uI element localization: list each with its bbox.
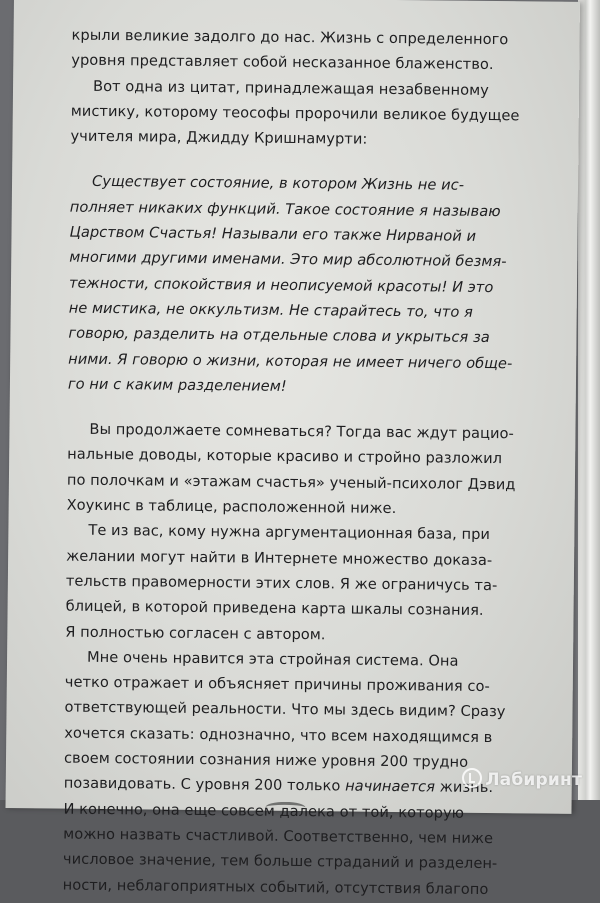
paragraph-line: хочется сказать: однозначно, что всем находящимся в	[64, 724, 493, 746]
quote-line: ними. Я говорю о жизни, которая не имеет ничего обще-	[68, 350, 513, 372]
book-page	[5, 0, 579, 898]
paragraph-line: тельств правомерности этих слов. Я же ограничусь та-	[65, 572, 498, 595]
paragraph-line: числовое значение, тем больше страданий и разделен-	[62, 850, 498, 873]
intro-line: учителя мира, Джидду Кришнамурти:	[70, 127, 368, 148]
quote-line: Существует состояние, в котором Жизнь не ис-	[91, 173, 465, 195]
paragraph-line: Те из вас, кому нужна аргументационная база, при	[88, 522, 491, 544]
quote-line: говорю, разделить на отдельные слова и укрыться за	[68, 324, 490, 347]
intro-paragraph	[70, 23, 533, 154]
paragraph-argument	[65, 518, 528, 649]
paragraph-line: желании могут найти в Интернете множество доказа-	[66, 547, 493, 569]
paragraph-line: своем состоянии сознания ниже уровня 200 трудно	[63, 749, 469, 771]
paragraph-line: Мне очень нравится эта стройная система. Она	[86, 648, 459, 670]
intro-line: крыли великие задолго до нас. Жизнь с определенного	[71, 26, 509, 49]
quote-line: полняет никаких функций. Такое состояние я называю	[69, 198, 501, 220]
paragraph-line: Я полностью согласен с автором.	[65, 623, 326, 643]
emphasized-word: начинается	[345, 777, 436, 796]
intro-line: Вот одна из цитат, принадлежащая незабвенному	[92, 77, 489, 99]
paragraph-line: ответствующей реальности. Что мы здесь видим? Сразу	[64, 698, 506, 721]
quote-line: не мистика, не оккультизм. Не старайтесь то, что я	[68, 299, 473, 321]
paragraph-line: по полочкам и «этажам счастья» ученый-психолог Дэвид	[66, 471, 516, 494]
watermark-text: Лабиринт	[485, 770, 582, 790]
paragraph-line: четко отражает и объясняет причины проживания со-	[64, 673, 490, 696]
intro-line: мистику, которому теософы пророчили великое будущее	[70, 102, 520, 125]
paragraph-line: нальные доводы, которые красиво и стройно разложил	[67, 446, 503, 468]
labirint-watermark	[462, 768, 582, 790]
quote-line: Царством Счастья! Называли его также Нирваной и	[69, 223, 477, 245]
page-number-fragment	[265, 802, 305, 813]
paragraph-line: ности, неблагоприятных событий, отсутствия благопо	[62, 876, 489, 898]
page-stack-edge	[578, 0, 600, 800]
paragraph-line: И конечно, она еще совсем далека от той, которую	[63, 800, 465, 822]
paragraph-line-end: жизнь.	[434, 778, 494, 797]
paragraph-doubt	[67, 417, 530, 523]
paragraph-line: можно назвать счастливой. Соответственно, чем ниже	[63, 825, 494, 847]
paragraph-line: Вы продолжаете сомневаться? Тогда вас ждут рацио-	[89, 420, 514, 443]
quote-line: тежности, спокойствия и неописуемой красоты! И это	[68, 274, 494, 296]
quote-line: го ни с каким разделением!	[67, 375, 287, 395]
paragraph-line: Хоукинс в таблице, расположенной ниже.	[66, 496, 397, 518]
paragraph-system	[63, 644, 528, 902]
paragraph-line: блицей, в которой приведена карта шкалы сознания.	[65, 597, 484, 620]
labirint-logo-icon	[462, 768, 482, 788]
krishnamurti-quote	[68, 169, 532, 401]
paragraph-line-start: позавидовать. С уровня 200 только	[63, 774, 341, 795]
intro-line: уровня представляет собой несказанное блаженство.	[71, 51, 494, 74]
quote-line: многими другими именами. Это мир абсолютной безмя-	[69, 248, 507, 271]
